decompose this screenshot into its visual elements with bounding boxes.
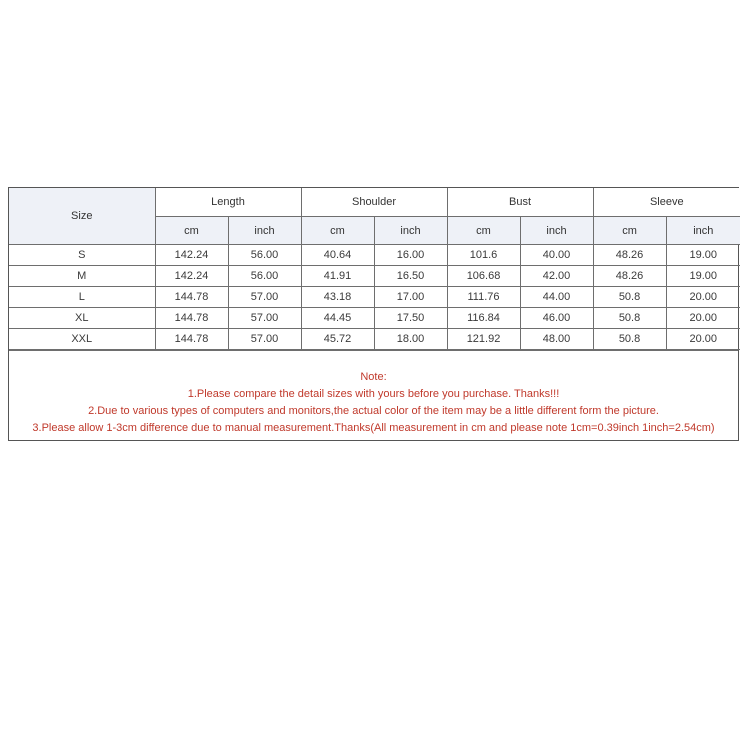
group-header-shoulder: Shoulder (301, 188, 447, 217)
unit-header: cm (447, 217, 520, 245)
value-cell: 106.68 (447, 266, 520, 287)
value-cell: 42.00 (520, 266, 593, 287)
measurement-group-row (9, 188, 740, 217)
table-row (9, 245, 740, 266)
note-line: 3.Please allow 1-3cm difference due to manual measurement.Thanks(All measurement in cm and please note 1cm=0.39inch 1inch=2.54cm) (32, 422, 715, 434)
value-cell: 17.00 (374, 287, 447, 308)
value-cell: 16.00 (374, 245, 447, 266)
table-row (9, 287, 740, 308)
size-cell: M (9, 266, 155, 287)
value-cell: 48.00 (520, 329, 593, 350)
note-line: 1.Please compare the detail sizes with yours before you purchase. Thanks!!! (187, 388, 560, 400)
note-title: Note: (360, 371, 387, 383)
size-column-header: Size (9, 188, 155, 245)
value-cell: 48.26 (593, 266, 666, 287)
value-cell: 20.00 (666, 287, 740, 308)
value-cell: 121.92 (447, 329, 520, 350)
value-cell: 41.91 (301, 266, 374, 287)
unit-header: cm (301, 217, 374, 245)
value-cell: 19.00 (666, 266, 740, 287)
size-cell: L (9, 287, 155, 308)
value-cell: 18.00 (374, 329, 447, 350)
value-cell: 40.64 (301, 245, 374, 266)
unit-header: inch (374, 217, 447, 245)
group-header-bust: Bust (447, 188, 593, 217)
value-cell: 111.76 (447, 287, 520, 308)
value-cell: 40.00 (520, 245, 593, 266)
table-row (9, 266, 740, 287)
unit-header: inch (520, 217, 593, 245)
value-cell: 101.6 (447, 245, 520, 266)
size-cell: XXL (9, 329, 155, 350)
value-cell: 57.00 (228, 329, 301, 350)
value-cell: 48.26 (593, 245, 666, 266)
value-cell: 142.24 (155, 245, 228, 266)
value-cell: 142.24 (155, 266, 228, 287)
unit-header: cm (593, 217, 666, 245)
size-table (9, 188, 740, 350)
note-line: 2.Due to various types of computers and monitors,the actual color of the item may be a little different form the picture. (88, 405, 659, 417)
value-cell: 56.00 (228, 245, 301, 266)
size-chart (8, 187, 739, 441)
notes-section (9, 350, 738, 440)
unit-header: inch (666, 217, 740, 245)
value-cell: 16.50 (374, 266, 447, 287)
size-cell: XL (9, 308, 155, 329)
unit-header: cm (155, 217, 228, 245)
value-cell: 144.78 (155, 329, 228, 350)
value-cell: 45.72 (301, 329, 374, 350)
group-header-length: Length (155, 188, 301, 217)
unit-header: inch (228, 217, 301, 245)
group-header-sleeve: Sleeve (593, 188, 740, 217)
value-cell: 20.00 (666, 329, 740, 350)
value-cell: 20.00 (666, 308, 740, 329)
value-cell: 57.00 (228, 287, 301, 308)
value-cell: 50.8 (593, 287, 666, 308)
table-row (9, 308, 740, 329)
value-cell: 44.45 (301, 308, 374, 329)
value-cell: 144.78 (155, 308, 228, 329)
value-cell: 19.00 (666, 245, 740, 266)
value-cell: 116.84 (447, 308, 520, 329)
value-cell: 56.00 (228, 266, 301, 287)
value-cell: 46.00 (520, 308, 593, 329)
value-cell: 43.18 (301, 287, 374, 308)
value-cell: 44.00 (520, 287, 593, 308)
table-row (9, 329, 740, 350)
size-cell: S (9, 245, 155, 266)
value-cell: 50.8 (593, 329, 666, 350)
value-cell: 50.8 (593, 308, 666, 329)
value-cell: 144.78 (155, 287, 228, 308)
value-cell: 17.50 (374, 308, 447, 329)
value-cell: 57.00 (228, 308, 301, 329)
